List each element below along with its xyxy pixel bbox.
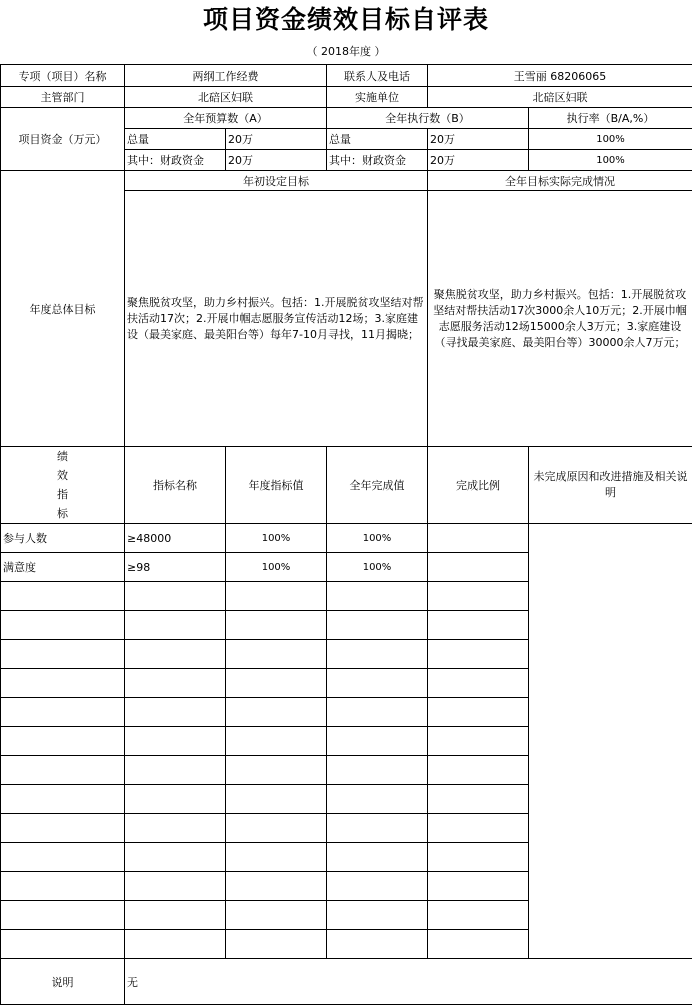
perf-name xyxy=(1,727,125,756)
perf-name xyxy=(1,930,125,959)
perf-target xyxy=(125,640,226,669)
perf-row xyxy=(1,669,692,698)
exec-header: 全年执行数（B） xyxy=(327,108,529,129)
perf-row xyxy=(1,930,692,959)
rate-total-value: 100% xyxy=(529,129,692,150)
funds-header-row xyxy=(1,108,692,129)
perf-ratio xyxy=(327,930,428,959)
perf-row xyxy=(1,785,692,814)
perf-done xyxy=(226,930,327,959)
perf-name xyxy=(1,756,125,785)
perf-done: 100% xyxy=(226,524,327,553)
perf-reason xyxy=(428,901,529,930)
exec-total-label: 总量 xyxy=(327,129,428,150)
perf-name: 参与人数 xyxy=(1,524,125,553)
goal-actual-header: 全年目标实际完成情况 xyxy=(428,171,692,191)
perf-row xyxy=(1,698,692,727)
perf-name xyxy=(1,901,125,930)
perf-done xyxy=(226,872,327,901)
goal-header-row xyxy=(1,171,692,191)
perf-done: 100% xyxy=(226,553,327,582)
page-title: 项目资金绩效目标自评表 xyxy=(0,0,692,40)
budget-header: 全年预算数（A） xyxy=(125,108,327,129)
perf-target xyxy=(125,698,226,727)
perf-reason xyxy=(428,785,529,814)
project-row xyxy=(1,65,692,87)
perf-row xyxy=(1,611,692,640)
budget-fiscal-label: 其中：财政资金 xyxy=(125,150,226,171)
perf-name xyxy=(1,611,125,640)
contact-value: 王雪丽 68206065 xyxy=(428,65,692,87)
note-row xyxy=(1,959,692,1005)
perf-done xyxy=(226,698,327,727)
budget-total-value: 20万 xyxy=(226,129,327,150)
perf-name xyxy=(1,640,125,669)
perf-ratio xyxy=(327,901,428,930)
perf-row xyxy=(1,582,692,611)
perf-reason xyxy=(428,727,529,756)
perf-reason xyxy=(428,640,529,669)
perf-name xyxy=(1,698,125,727)
perf-target xyxy=(125,814,226,843)
dept-row xyxy=(1,87,692,108)
budget-fiscal-value: 20万 xyxy=(226,150,327,171)
goal-actual-text: 聚焦脱贫攻坚，助力乡村振兴。包括：1.开展脱贫攻坚结对帮扶活动17次3000余人10万元；2.开展巾帼志愿服务活动12场15000余人3万元；3.家庭建设（寻找最美家庭、最美阳台等）30000余人7万元； xyxy=(428,191,692,447)
exec-fiscal-label: 其中：财政资金 xyxy=(327,150,428,171)
perf-reason xyxy=(428,843,529,872)
perf-ratio xyxy=(327,698,428,727)
perf-header-row xyxy=(1,447,692,524)
project-name-label: 专项（项目）名称 xyxy=(1,65,125,87)
perf-row xyxy=(1,814,692,843)
perf-label-text: 绩效指标 xyxy=(57,447,69,523)
perf-reason xyxy=(428,582,529,611)
perf-name xyxy=(1,582,125,611)
perf-reason xyxy=(428,553,529,582)
perf-header-ratio: 完成比例 xyxy=(428,447,529,524)
perf-name xyxy=(1,785,125,814)
perf-done xyxy=(226,756,327,785)
perf-target xyxy=(125,843,226,872)
perf-rows xyxy=(1,524,692,959)
rate-header: 执行率（B/A,%） xyxy=(529,108,692,129)
perf-name: 满意度 xyxy=(1,553,125,582)
perf-row xyxy=(1,640,692,669)
perf-ratio xyxy=(327,872,428,901)
perf-target xyxy=(125,930,226,959)
perf-name xyxy=(1,669,125,698)
perf-done xyxy=(226,669,327,698)
project-name-value: 两纲工作经费 xyxy=(125,65,327,87)
perf-target xyxy=(125,901,226,930)
goal-set-text: 聚焦脱贫攻坚，助力乡村振兴。包括：1.开展脱贫攻坚结对帮扶活动17次；2.开展巾帼志愿服务宣传活动12场；3.家庭建设（最美家庭、最美阳台等）每年7-10月寻找，11月揭晓； xyxy=(125,191,428,447)
note-value: 无 xyxy=(125,959,692,1005)
perf-ratio xyxy=(327,756,428,785)
perf-reason xyxy=(428,669,529,698)
perf-done xyxy=(226,611,327,640)
perf-reason xyxy=(428,611,529,640)
perf-label xyxy=(1,447,125,524)
perf-target xyxy=(125,727,226,756)
perf-done xyxy=(226,640,327,669)
perf-reason xyxy=(428,930,529,959)
perf-header-reason: 未完成原因和改进措施及相关说明 xyxy=(529,447,692,524)
perf-ratio: 100% xyxy=(327,553,428,582)
perf-done xyxy=(226,901,327,930)
exec-fiscal-value: 20万 xyxy=(428,150,529,171)
perf-ratio xyxy=(327,727,428,756)
perf-ratio xyxy=(327,814,428,843)
perf-target xyxy=(125,756,226,785)
unit-value: 北碚区妇联 xyxy=(428,87,692,108)
contact-label: 联系人及电话 xyxy=(327,65,428,87)
perf-ratio xyxy=(327,582,428,611)
perf-target: ≥98 xyxy=(125,553,226,582)
rate-fiscal-value: 100% xyxy=(529,150,692,171)
goal-set-header: 年初设定目标 xyxy=(125,171,428,191)
funds-label: 项目资金（万元） xyxy=(1,108,125,171)
perf-ratio xyxy=(327,640,428,669)
perf-row xyxy=(1,524,692,553)
perf-reason xyxy=(428,872,529,901)
perf-target xyxy=(125,582,226,611)
perf-target: ≥48000 xyxy=(125,524,226,553)
perf-row xyxy=(1,901,692,930)
perf-row xyxy=(1,756,692,785)
unit-label: 实施单位 xyxy=(327,87,428,108)
perf-name xyxy=(1,843,125,872)
perf-reason xyxy=(428,756,529,785)
evaluation-table xyxy=(0,64,692,1005)
perf-row xyxy=(1,872,692,901)
perf-row xyxy=(1,727,692,756)
budget-total-label: 总量 xyxy=(125,129,226,150)
perf-header-target: 年度指标值 xyxy=(226,447,327,524)
perf-ratio xyxy=(327,611,428,640)
perf-done xyxy=(226,843,327,872)
perf-ratio xyxy=(327,669,428,698)
note-label: 说明 xyxy=(1,959,125,1005)
perf-ratio: 100% xyxy=(327,524,428,553)
perf-ratio xyxy=(327,785,428,814)
perf-done xyxy=(226,727,327,756)
dept-label: 主管部门 xyxy=(1,87,125,108)
perf-header-done: 全年完成值 xyxy=(327,447,428,524)
perf-row xyxy=(1,553,692,582)
perf-header-name: 指标名称 xyxy=(125,447,226,524)
perf-name xyxy=(1,814,125,843)
perf-reason xyxy=(428,698,529,727)
perf-ratio xyxy=(327,843,428,872)
exec-total-value: 20万 xyxy=(428,129,529,150)
perf-target xyxy=(125,611,226,640)
perf-target xyxy=(125,785,226,814)
perf-name xyxy=(1,872,125,901)
perf-done xyxy=(226,785,327,814)
perf-reason xyxy=(428,814,529,843)
dept-value: 北碚区妇联 xyxy=(125,87,327,108)
perf-reason xyxy=(428,524,529,553)
year-label: （ 2018年度 ） xyxy=(0,40,692,64)
perf-target xyxy=(125,669,226,698)
perf-done xyxy=(226,582,327,611)
perf-target xyxy=(125,872,226,901)
goal-label: 年度总体目标 xyxy=(1,171,125,447)
perf-done xyxy=(226,814,327,843)
perf-row xyxy=(1,843,692,872)
